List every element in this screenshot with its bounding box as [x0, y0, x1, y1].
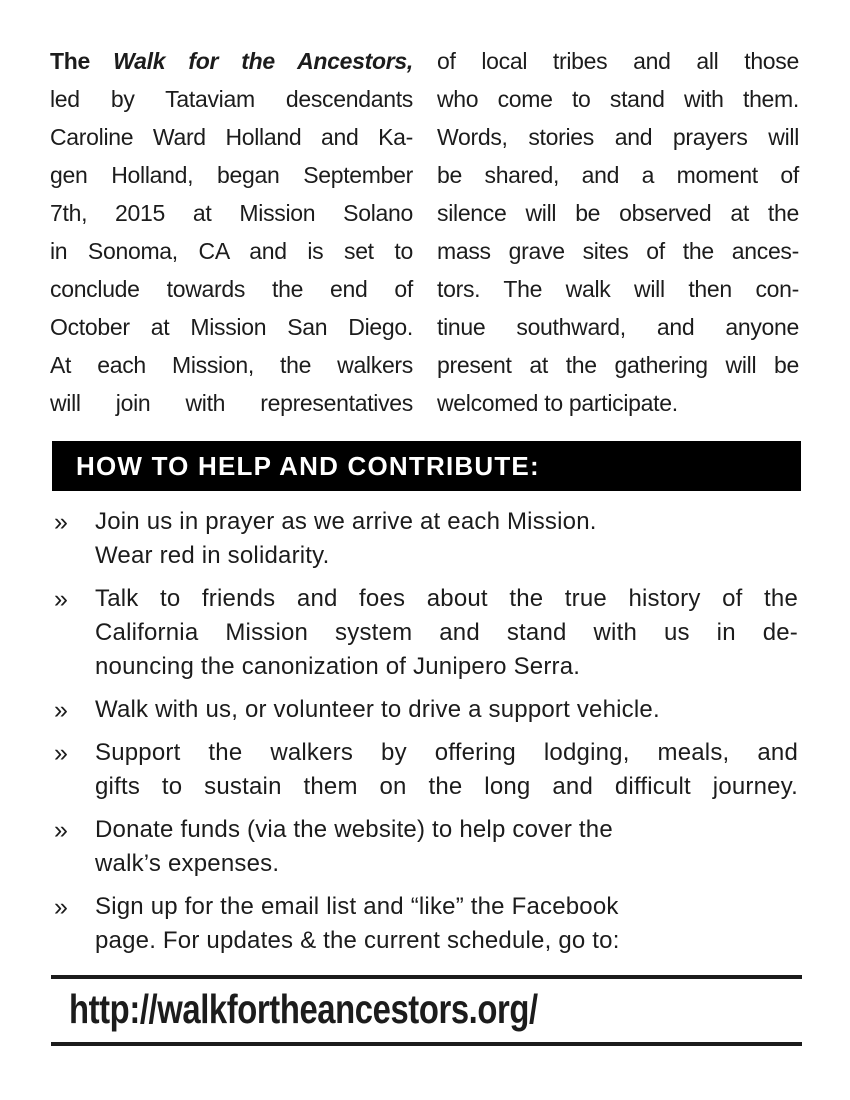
bullet-line: Donate funds (via the website) to help cover the: [95, 816, 613, 843]
bullet-line: page. For updates & the current schedule, go to:: [95, 927, 620, 954]
bullet-item: [52, 693, 798, 727]
text-line: gen Holland, began September: [50, 162, 413, 188]
intro-left-column: [50, 42, 413, 422]
text-line: be shared, and a moment of: [437, 162, 799, 188]
text-line: welcomed to participate.: [437, 390, 678, 416]
bullet-line: Join us in prayer as we arrive at each Mission.: [95, 508, 597, 535]
bullet-item: [52, 505, 798, 573]
section-header-bar: [52, 441, 801, 491]
bullet-item: [52, 813, 798, 881]
bullet-marker: »: [54, 739, 68, 767]
divider-bottom: [51, 1042, 802, 1046]
intro-lead-italic: Walk for the Ancestors,: [113, 48, 413, 74]
text-line: of local tribes and all those: [437, 48, 799, 74]
text-line: in Sonoma, CA and is set to: [50, 238, 413, 264]
text-line: present at the gathering will be: [437, 352, 799, 378]
bullet-line: Walk with us, or volunteer to drive a support vehicle.: [95, 696, 660, 723]
text-line: conclude towards the end of: [50, 276, 413, 302]
bullet-item: [52, 890, 798, 958]
bullet-line: Sign up for the email list and “like” the Facebook: [95, 893, 619, 920]
bullet-text: [95, 505, 798, 573]
bullet-line: gifts to sustain them on the long and difficult journey.: [95, 773, 798, 800]
text-line: tinue southward, and anyone: [437, 314, 799, 340]
divider-top: [51, 975, 802, 979]
intro-right-column: [437, 42, 799, 422]
text-line: silence will be observed at the: [437, 200, 799, 226]
intro-lead-bold: The: [50, 48, 90, 74]
bullet-line: nouncing the canonization of Junipero Serra.: [95, 653, 581, 680]
bullet-text: [95, 736, 798, 804]
text-line: tors. The walk will then con-: [437, 276, 799, 302]
bullet-marker: »: [54, 508, 68, 536]
bullet-marker: »: [54, 585, 68, 613]
website-url: http://walkfortheancestors.org/: [69, 986, 538, 1032]
bullet-line: Talk to friends and foes about the true history of the: [95, 585, 798, 612]
bullet-text: [95, 813, 798, 881]
text-line: led by Tataviam descendants: [50, 86, 413, 112]
text-line: who come to stand with them.: [437, 86, 799, 112]
section-header-label: HOW TO HELP AND CONTRIBUTE:: [76, 451, 540, 481]
bullet-text: [95, 693, 798, 727]
bullet-line: Support the walkers by offering lodging, meals, and: [95, 739, 798, 766]
text-line: At each Mission, the walkers: [50, 352, 413, 378]
bullet-list: [52, 505, 798, 967]
bullet-marker: »: [54, 816, 68, 844]
bullet-marker: »: [54, 696, 68, 724]
text-line: Words, stories and prayers will: [437, 124, 799, 150]
text-line: [50, 42, 413, 80]
text-line: Caroline Ward Holland and Ka-: [50, 124, 413, 150]
bullet-text: [95, 890, 798, 958]
text-line: mass grave sites of the ances-: [437, 238, 799, 264]
text-line: October at Mission San Diego.: [50, 314, 413, 340]
bullet-line: walk’s expenses.: [95, 850, 280, 877]
bullet-marker: »: [54, 893, 68, 921]
bullet-text: [95, 582, 798, 684]
bullet-line: California Mission system and stand with us in de-: [95, 619, 798, 646]
text-line: will join with representatives: [50, 390, 413, 416]
bullet-item: [52, 736, 798, 804]
text-line: 7th, 2015 at Mission Solano: [50, 200, 413, 226]
bullet-line: Wear red in solidarity.: [95, 542, 330, 569]
bullet-item: [52, 582, 798, 684]
